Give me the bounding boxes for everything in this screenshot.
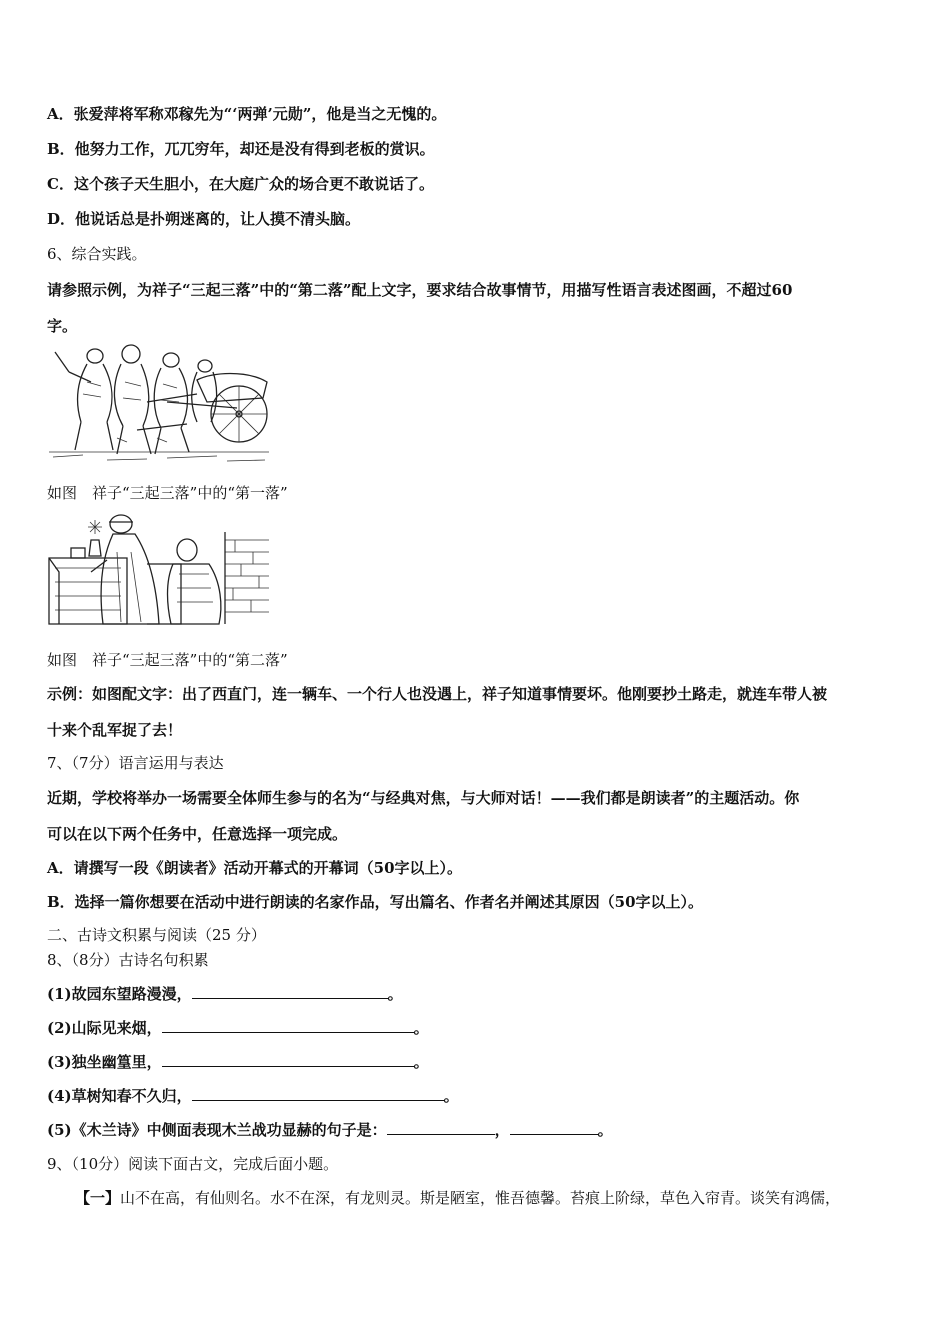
answer-blank[interactable] bbox=[510, 1120, 598, 1135]
example-line2: 十来个乱军捉了去！ bbox=[47, 721, 183, 739]
q6-title: 6、综合实践。 bbox=[47, 245, 147, 263]
figure-1-caption: 如图 祥子“三起三落”中的“第一落” bbox=[47, 484, 288, 502]
option-d: D．他说话总是扑朔迷离的，让人摸不清头脑。 bbox=[47, 210, 361, 228]
q9-title: 9、（10分）阅读下面古文，完成后面小题。 bbox=[47, 1155, 339, 1173]
answer-blank[interactable] bbox=[192, 1086, 444, 1101]
answer-blank[interactable] bbox=[162, 1018, 414, 1033]
q7-task-a: A．请撰写一段《朗读者》活动开幕式的开幕词（50字以上）。 bbox=[47, 859, 463, 877]
answer-blank[interactable] bbox=[162, 1052, 414, 1067]
q6-prompt-line1: 请参照示例，为祥子“三起三落”中的“第二落”配上文字，要求结合故事情节，用描写性语言表述图画，不超过60 bbox=[47, 281, 793, 299]
q7-intro-line1: 近期，学校将举办一场需要全体师生参与的名为“与经典对焦，与大师对话！——我们都是朗读者”的主题活动。你 bbox=[47, 789, 800, 807]
passage-bracket: 【一】 bbox=[75, 1189, 121, 1207]
q7-title: 7、（7分）语言运用与表达 bbox=[47, 754, 224, 772]
q7-task-b: B．选择一篇你想要在活动中进行朗读的名家作品，写出篇名、作者名并阐述其原因（50字以上）。 bbox=[47, 893, 704, 911]
option-b: B．他努力工作，兀兀穷年，却还是没有得到老板的赏识。 bbox=[47, 140, 435, 158]
q8-item-1: (1)故园东望路漫漫， 。 bbox=[47, 985, 403, 1003]
q6-prompt-line2: 字。 bbox=[47, 317, 78, 335]
option-c: C．这个孩子天生胆小，在大庭广众的场合更不敢说话了。 bbox=[47, 175, 434, 193]
q7-intro-line2: 可以在以下两个任务中，任意选择一项完成。 bbox=[47, 825, 348, 843]
figure-first-fall bbox=[47, 342, 271, 466]
example-line1: 示例：如图配文字：出了西直门，连一辆车、一个行人也没遇上，祥子知道事情要坏。他刚要抄土路走，就连车带人被 bbox=[47, 685, 828, 703]
section-2-title: 二、古诗文积累与阅读（25 分） bbox=[47, 926, 266, 944]
passage-text: 山不在高，有仙则名。水不在深，有龙则灵。斯是陋室，惟吾德馨。苔痕上阶绿，草色入帘青。谈笑有鸿儒， bbox=[120, 1189, 841, 1207]
option-a: A．张爱萍将军称邓稼先为“‘两弹’元勋”，他是当之无愧的。 bbox=[47, 105, 447, 123]
figure-second-fall bbox=[47, 512, 271, 630]
answer-blank[interactable] bbox=[192, 984, 388, 999]
figure-2-caption: 如图 祥子“三起三落”中的“第二落” bbox=[47, 651, 288, 669]
q8-item-3: (3)独坐幽篁里， 。 bbox=[47, 1053, 429, 1071]
q8-title: 8、（8分）古诗名句积累 bbox=[47, 951, 209, 969]
q8-item-2: (2)山际见来烟， 。 bbox=[47, 1019, 429, 1037]
answer-blank[interactable] bbox=[387, 1120, 495, 1135]
q8-item-5: (5)《木兰诗》中侧面表现木兰战功显赫的句子是： ， 。 bbox=[47, 1121, 613, 1139]
q9-passage-line1 bbox=[75, 1188, 840, 1208]
q8-item-4: (4)草树知春不久归， 。 bbox=[47, 1087, 459, 1105]
